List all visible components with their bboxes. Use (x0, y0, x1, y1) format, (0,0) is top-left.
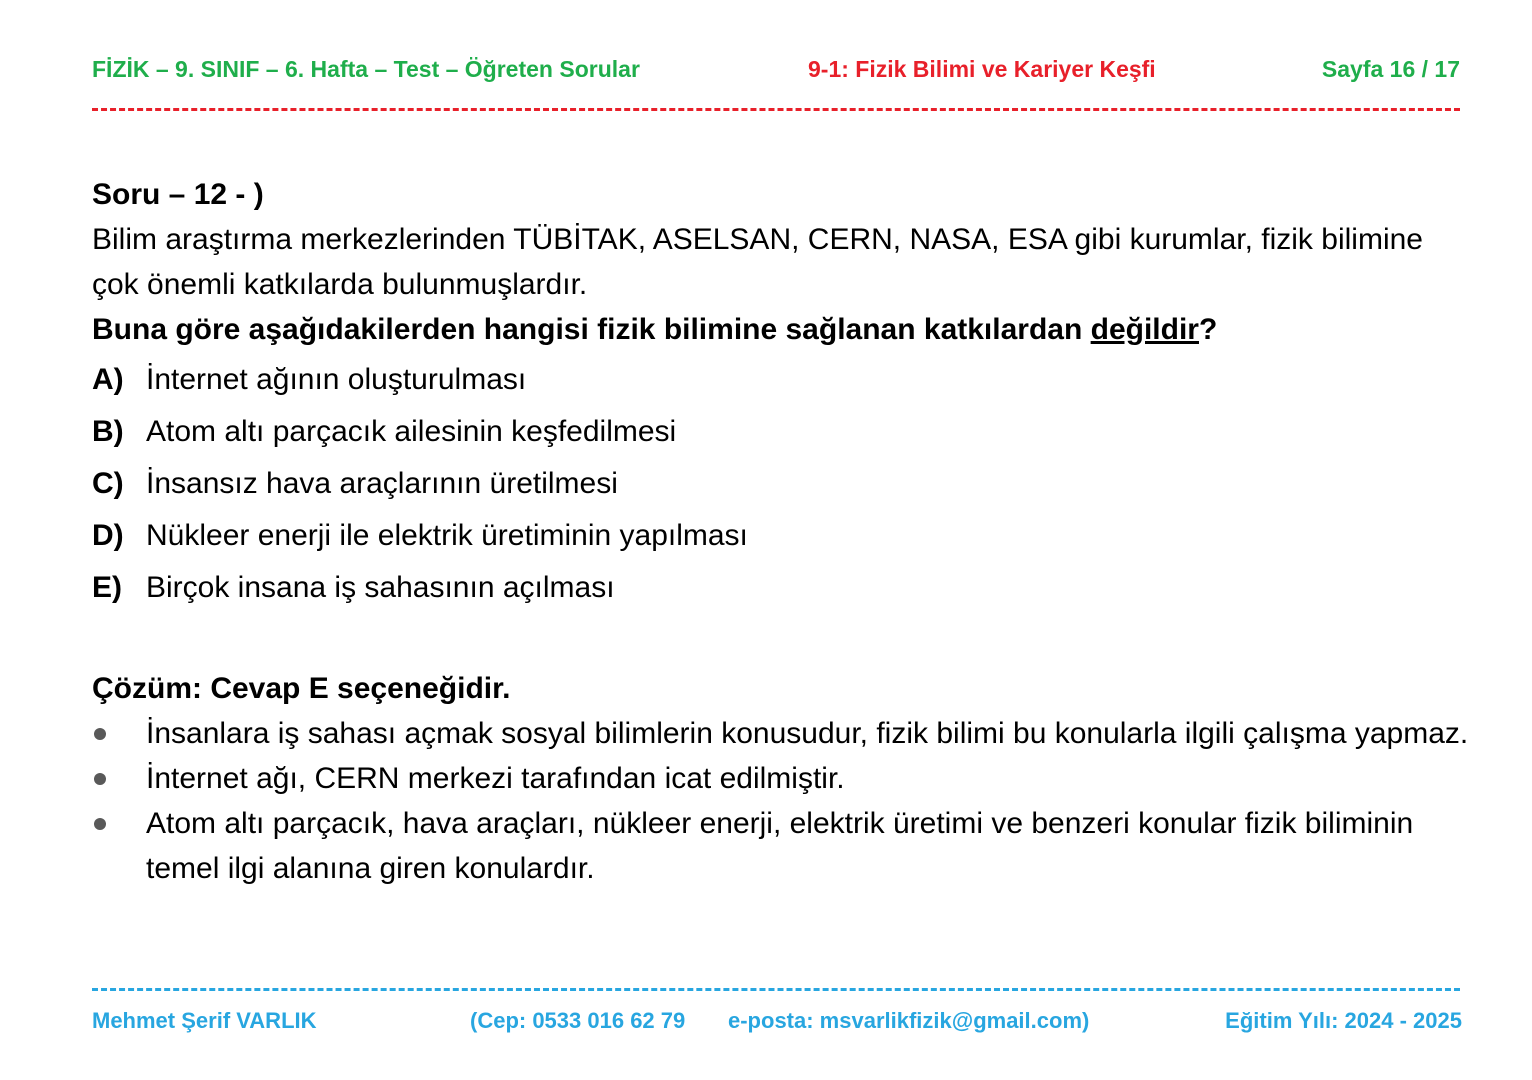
footer-divider (92, 988, 1460, 991)
solution-item (92, 711, 1472, 756)
question-text: Bilim araştırma merkezlerinden TÜBİTAK, ASELSAN, CERN, NASA, ESA gibi kurumlar, fizik bilimine çok önemli katkılarda bulunmuşlardır. (92, 223, 1423, 301)
option-text: Atom altı parçacık ailesinin keşfedilmesi (146, 415, 677, 448)
bullet-icon (94, 818, 106, 830)
header-unit-title: 9-1: Fizik Bilimi ve Kariyer Keşfi (808, 56, 1156, 82)
solution-block (92, 666, 1472, 891)
header-course-title: FİZİK – 9. SINIF – 6. Hafta – Test – Öğreten Sorular (92, 56, 640, 82)
option-text: İnsansız hava araçlarının üretilmesi (146, 467, 618, 500)
option-letter: B) (92, 415, 124, 448)
option-letter: A) (92, 363, 124, 396)
option-text: Nükleer enerji ile elektrik üretiminin yapılması (146, 519, 748, 552)
question-title: Soru – 12 - ) (92, 178, 264, 211)
question-prompt (92, 307, 1467, 352)
footer-phone: (Cep: 0533 016 62 79 (470, 1008, 686, 1033)
header-page-number: Sayfa 16 / 17 (1321, 56, 1460, 82)
page-header (92, 56, 1460, 90)
bullet-icon (94, 773, 106, 785)
option-letter: D) (92, 519, 124, 552)
option-text: Birçok insana iş sahasının açılması (146, 571, 615, 604)
solution-item (92, 801, 1472, 891)
option-d[interactable] (92, 510, 1467, 562)
header-divider (92, 108, 1460, 111)
solution-item-text: İnsanlara iş sahası açmak sosyal bilimlerin konusudur, fizik bilimi bu konularla ilgili çalışma yapmaz. (146, 717, 1469, 750)
option-letter: C) (92, 467, 124, 500)
solution-item-text: İnternet ağı, CERN merkezi tarafından icat edilmiştir. (146, 762, 845, 795)
option-b[interactable] (92, 406, 1467, 458)
bullet-icon (94, 728, 106, 740)
page-footer (92, 1008, 1462, 1038)
option-a[interactable] (92, 354, 1467, 406)
footer-author: Mehmet Şerif VARLIK (92, 1008, 317, 1033)
solution-item-text: Atom altı parçacık, hava araçları, nükleer enerji, elektrik üretimi ve benzeri konular fizik biliminin temel ilgi alanına giren konulardır. (146, 807, 1414, 885)
solution-item (92, 756, 1472, 801)
question-prompt-text: Buna göre aşağıdakilerden hangisi fizik bilimine sağlanan katkılardan (92, 313, 1091, 346)
answer-options (92, 354, 1467, 614)
solution-title: Çözüm: Cevap E seçeneğidir. (92, 672, 511, 705)
question-prompt-emphasis: değildir (1090, 313, 1199, 346)
solution-list (92, 711, 1472, 891)
option-text: İnternet ağının oluşturulması (146, 363, 527, 396)
question-prompt-end: ? (1198, 313, 1218, 346)
footer-year: Eğitim Yılı: 2024 - 2025 (1225, 1008, 1462, 1033)
footer-email[interactable]: e-posta: msvarlikfizik@gmail.com) (728, 1008, 1090, 1033)
option-letter: E) (92, 571, 122, 604)
question-block (92, 172, 1467, 614)
option-c[interactable] (92, 458, 1467, 510)
option-e[interactable] (92, 562, 1467, 614)
